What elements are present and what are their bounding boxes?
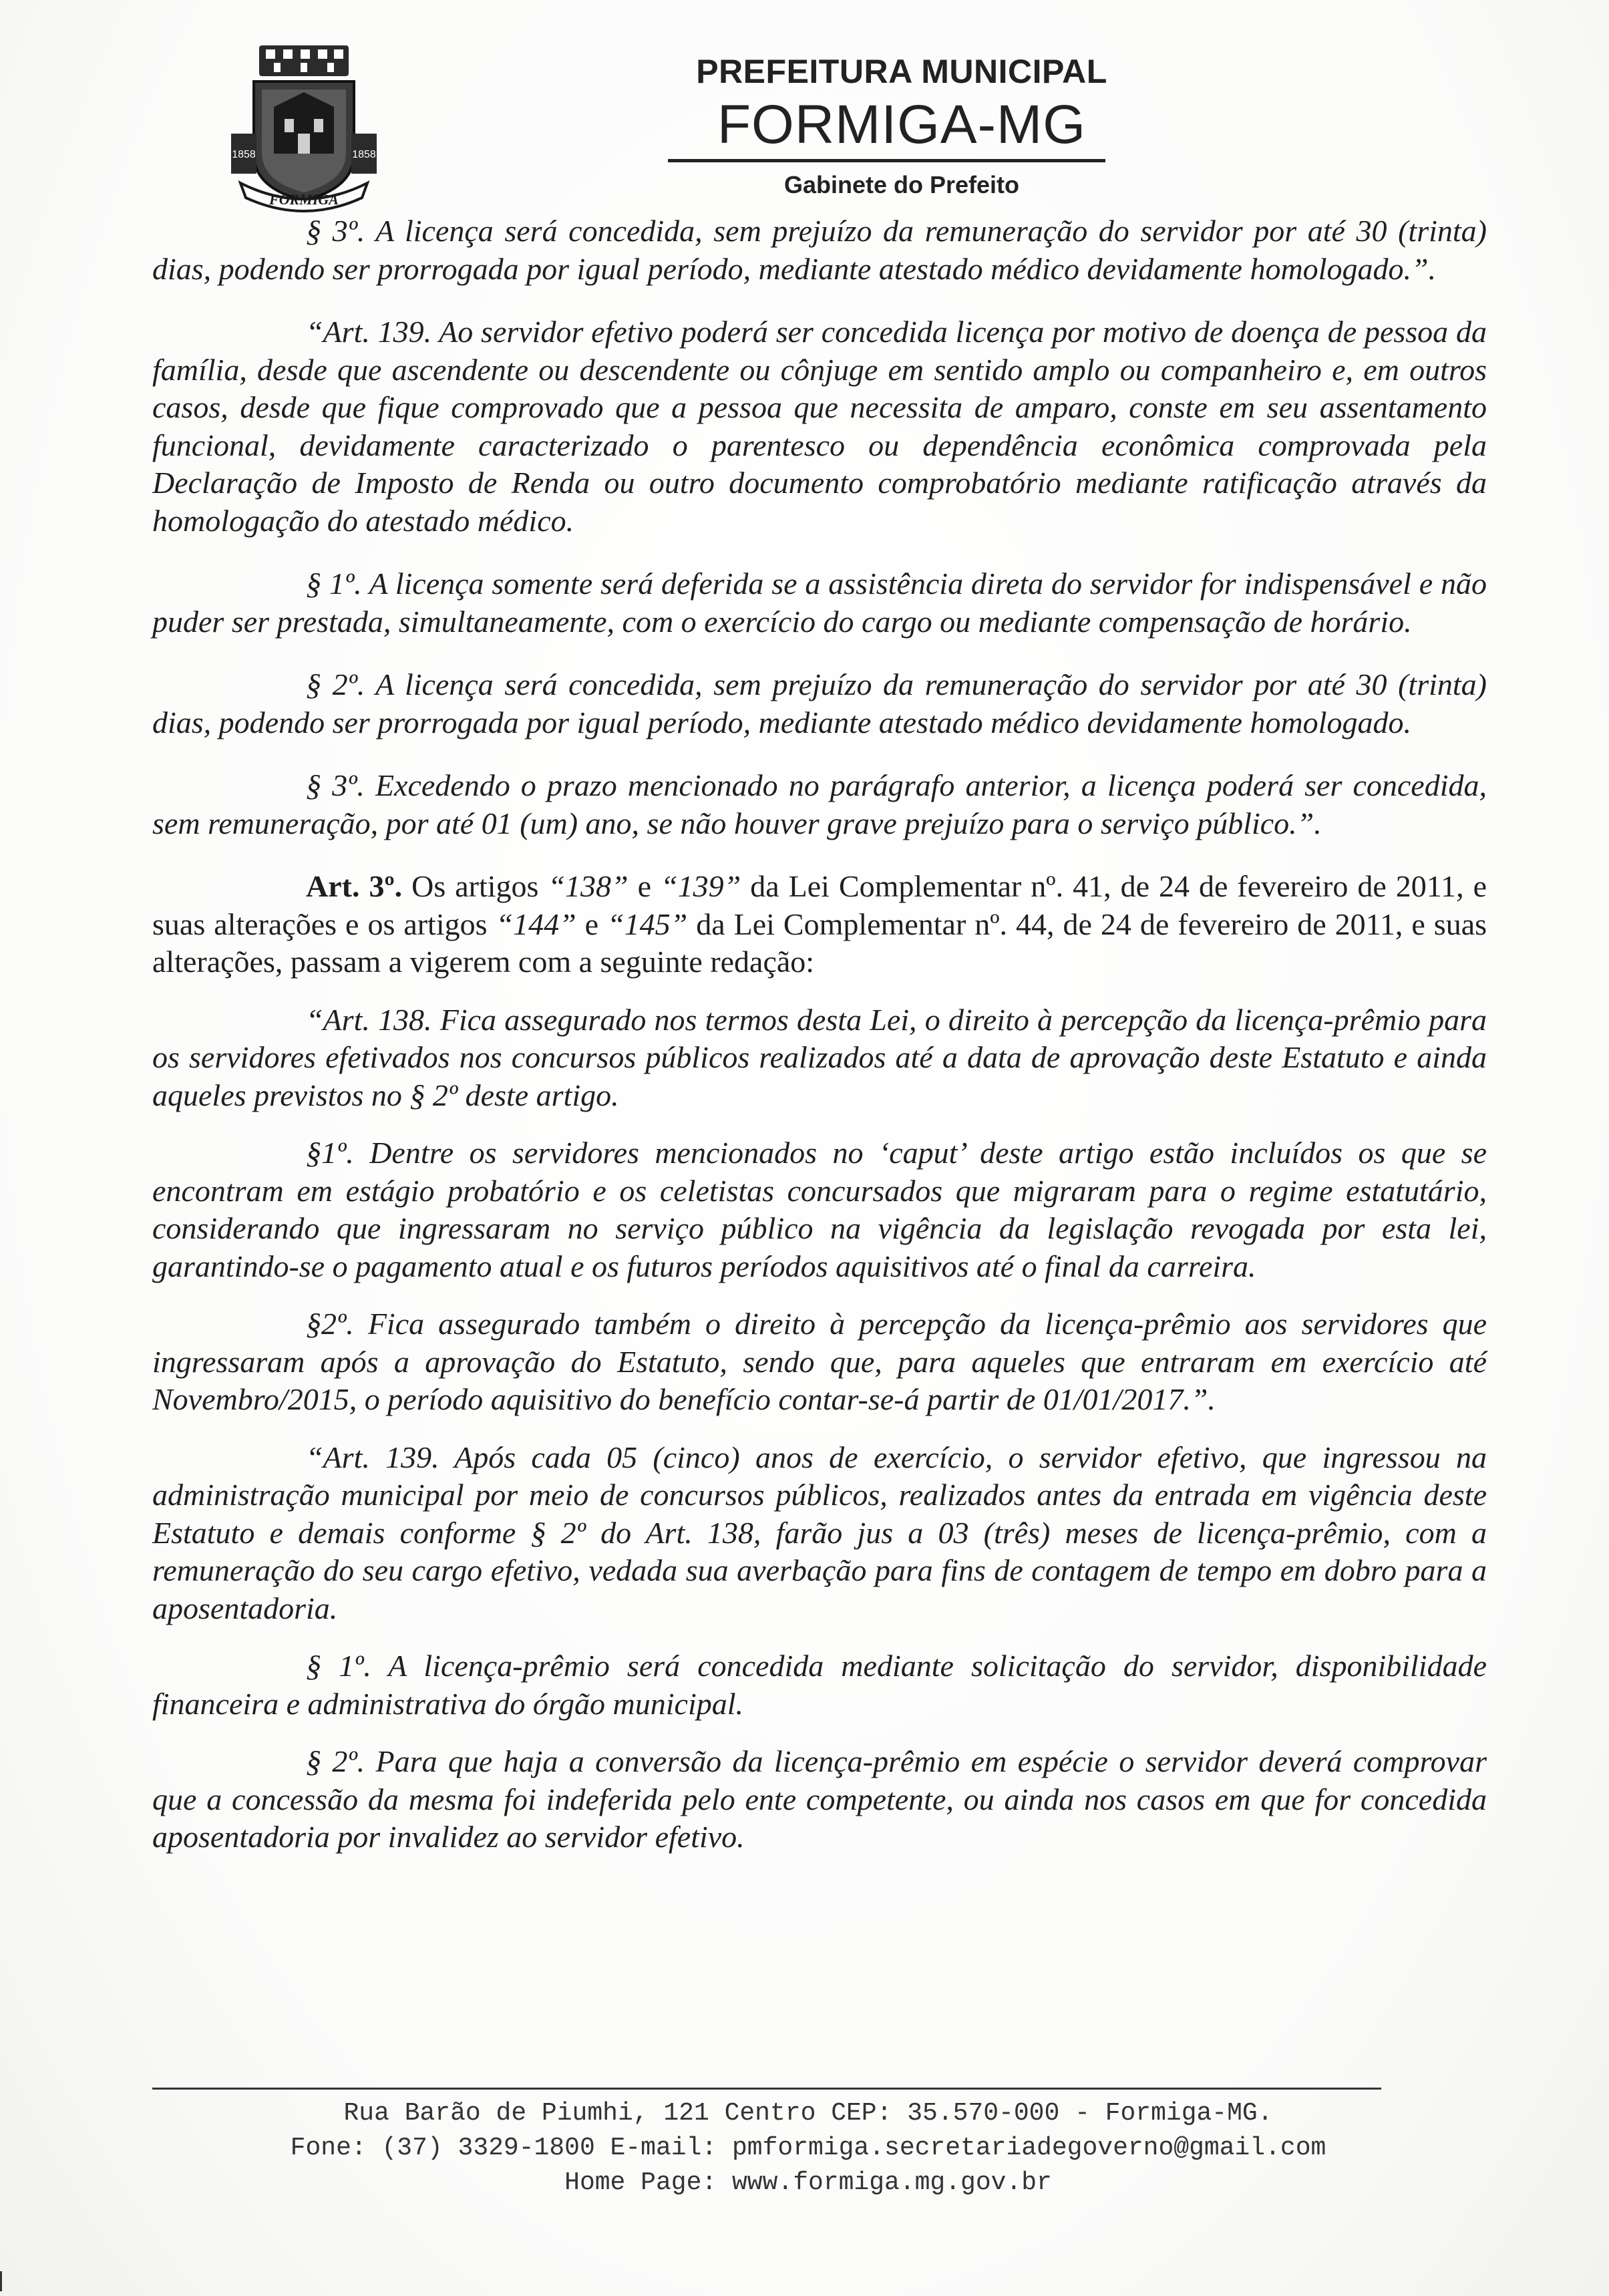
paragraph-9: “Art. 139. Após cada 05 (cinco) anos de exercício, o servidor efetivo, que ingressou na administração municipal por meio de concursos públicos, realizados antes da entrada em vigência deste Estatuto e demais conforme § 2º do Art. 138, farão jus a 03 (três) meses de licença-prêmio, com a remuneração do seu cargo efetivo, vedada sua averbação para fins de contagem de tempo em dobro para a aposentadoria. bbox=[152, 1440, 1487, 1625]
paragraph-8: §2º. Fica assegurado também o direito à percepção da licença-prêmio aos servidores que ingressaram após a aprovação do Estatuto, sendo que, para aqueles que entraram em exercício até Novembro/2015, o período aquisitivo do benefício contar-se-á partir de 01/01/2017.”. bbox=[152, 1307, 1487, 1416]
article-3-paragraph bbox=[152, 868, 1487, 981]
margin-mark bbox=[0, 2271, 7, 2291]
paragraph-2: “Art. 139. Ao servidor efetivo poderá ser concedida licença por motivo de doença de pessoa da família, desde que ascendente ou descendente ou cônjuge em sentido amplo ou companheiro e, em outros casos, desde que fique comprovado que a pessoa que necessita de amparo, conste em seu assentamento funcional, devidamente caracterizado o parentesco ou dependência econômica comprovada pela Declaração de Imposto de Renda ou outro documento comprobatório mediante ratificação através da homologação do atestado médico. bbox=[152, 315, 1487, 538]
article-3-text-2: e bbox=[628, 869, 661, 903]
city-name: FORMIGA-MG bbox=[717, 94, 1087, 155]
header-rule bbox=[668, 159, 1105, 162]
paragraph-10: § 1º. A licença-prêmio será concedida mediante solicitação do servidor, disponibilidade financeira e administrativa do órgão municipal. bbox=[152, 1649, 1487, 1721]
footer-contact: Fone: (37) 3329-1800 E-mail: pmformiga.secretariadegoverno@gmail.com bbox=[290, 2134, 1326, 2162]
article-3-text-5: da Lei Complementar nº. 44, de 24 de fevereiro de 2011, e suas alterações, passam a vigerem com a seguinte redação: bbox=[152, 907, 1487, 979]
coat-of-arms-icon bbox=[227, 40, 381, 214]
paragraph-3: § 1º. A licença somente será deferida se a assistência direta do servidor for indispensável e não puder ser prestada, simultaneamente, com o exercício do cargo ou mediante compensação de horário. bbox=[152, 566, 1487, 639]
document-body bbox=[152, 212, 1487, 1876]
paragraph-7: §1º. Dentre os servidores mencionados no ‘caput’ deste artigo estão incluídos os que se encontram em estágio probatório e os celetistas concursados que migraram para o regime estatutário, considerando que ingressaram no serviço público na vigência da legislação revogada por esta lei, garantindo-se o pagamento atual e os futuros períodos aquisitivos até o final da carreira. bbox=[152, 1136, 1487, 1283]
footer-homepage: Home Page: www.formiga.mg.gov.br bbox=[564, 2168, 1052, 2197]
article-3-ref-138: “138” bbox=[548, 869, 629, 903]
paragraph-1: § 3º. A licença será concedida, sem prejuízo da remuneração do servidor por até 30 (trinta) dias, podendo ser prorrogada por igual período, mediante atestado médico devidamente homologado.”. bbox=[152, 214, 1487, 286]
article-3-text-3: da Lei Complementar nº. 41, de 24 de fevereiro de 2011, e suas alterações e os artigos bbox=[152, 869, 1487, 941]
paragraph-5: § 3º. Excedendo o prazo mencionado no parágrafo anterior, a licença poderá ser concedida, sem remuneração, por até 01 (um) ano, se não houver grave prejuízo para o serviço público.”. bbox=[152, 768, 1487, 840]
article-3-ref-139: “139” bbox=[661, 869, 741, 903]
article-3-text-4: e bbox=[576, 907, 608, 941]
article-3-ref-144: “144” bbox=[496, 907, 576, 941]
paragraph-4: § 2º. A licença será concedida, sem prejuízo da remuneração do servidor por até 30 (trinta) dias, podendo ser prorrogada por igual período, mediante atestado médico devidamente homologado. bbox=[152, 667, 1487, 740]
footer-rule bbox=[152, 2088, 1381, 2090]
paragraph-11: § 2º. Para que haja a conversão da licença-prêmio em espécie o servidor deverá comprovar que a concessão da mesma foi indeferida pelo ente competente, ou ainda nos casos em que for concedida aposentadoria por invalidez ao servidor efetivo. bbox=[152, 1744, 1487, 1854]
org-name: PREFEITURA MUNICIPAL bbox=[696, 53, 1107, 90]
footer bbox=[174, 2096, 1443, 2200]
crest-left-year: 1858 bbox=[232, 149, 256, 160]
footer-address: Rua Barão de Piumhi, 121 Centro CEP: 35.570-000 - Formiga-MG. bbox=[343, 2099, 1273, 2128]
article-3-ref-145: “145” bbox=[607, 907, 688, 941]
crest-right-year: 1858 bbox=[352, 149, 376, 160]
paragraph-6: “Art. 138. Fica assegurado nos termos desta Lei, o direito à percepção da licença-prêmio para os servidores efetivados nos concursos públicos realizados até a data de aprovação deste Estatuto e ainda aqueles previstos no § 2º deste artigo. bbox=[152, 1002, 1487, 1112]
crest-ribbon-text: FORMIGA bbox=[269, 191, 339, 208]
article-3-text-1: Os artigos bbox=[402, 869, 548, 903]
office-name: Gabinete do Prefeito bbox=[783, 171, 1020, 198]
article-3-heading: Art. 3º. bbox=[306, 869, 403, 903]
